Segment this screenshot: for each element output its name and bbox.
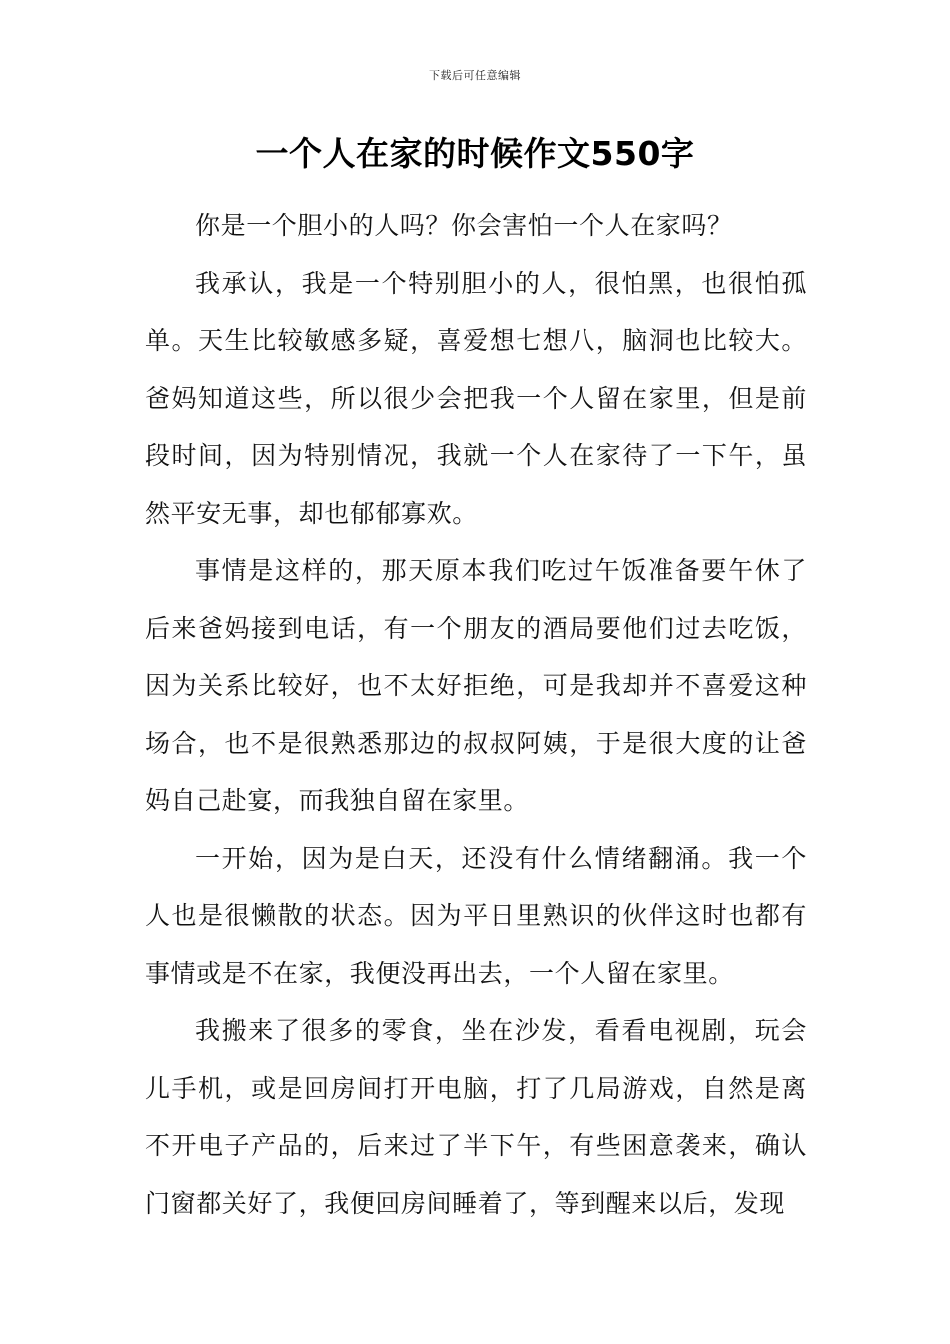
paragraph: 一开始，因为是白天，还没有什么情绪翻涌。我一个人也是很懒散的状态。因为平日里熟识的伙伴这时也都有事情或是不在家，我便没再出去，一个人留在家里。 <box>145 843 807 988</box>
document-body <box>145 197 807 1232</box>
paragraph: 我承认，我是一个特别胆小的人，很怕黑，也很怕孤单。天生比较敏感多疑，喜爱想七想八，脑洞也比较大。爸妈知道这些，所以很少会把我一个人留在家里，但是前段时间，因为特别情况，我就一个人在家待了一下午，虽然平安无事，却也郁郁寡欢。 <box>145 268 807 528</box>
document-title: 一个人在家的时候作文550字 <box>255 134 695 173</box>
header-note: 下载后可任意编辑 <box>429 69 521 82</box>
paragraph: 我搬来了很多的零食，坐在沙发，看看电视剧，玩会儿手机，或是回房间打开电脑，打了几局游戏，自然是离不开电子产品的，后来过了半下午，有些困意袭来，确认门窗都关好了，我便回房间睡着了，等到醒来以后，发现 <box>145 1016 807 1218</box>
paragraph: 你是一个胆小的人吗？你会害怕一个人在家吗？ <box>195 211 733 240</box>
paragraph: 事情是这样的，那天原本我们吃过午饭准备要午休了后来爸妈接到电话，有一个朋友的酒局要他们过去吃饭，因为关系比较好，也不太好拒绝，可是我却并不喜爱这种场合，也不是很熟悉那边的叔叔阿姨，于是很大度的让爸妈自己赴宴，而我独自留在家里。 <box>145 556 807 815</box>
